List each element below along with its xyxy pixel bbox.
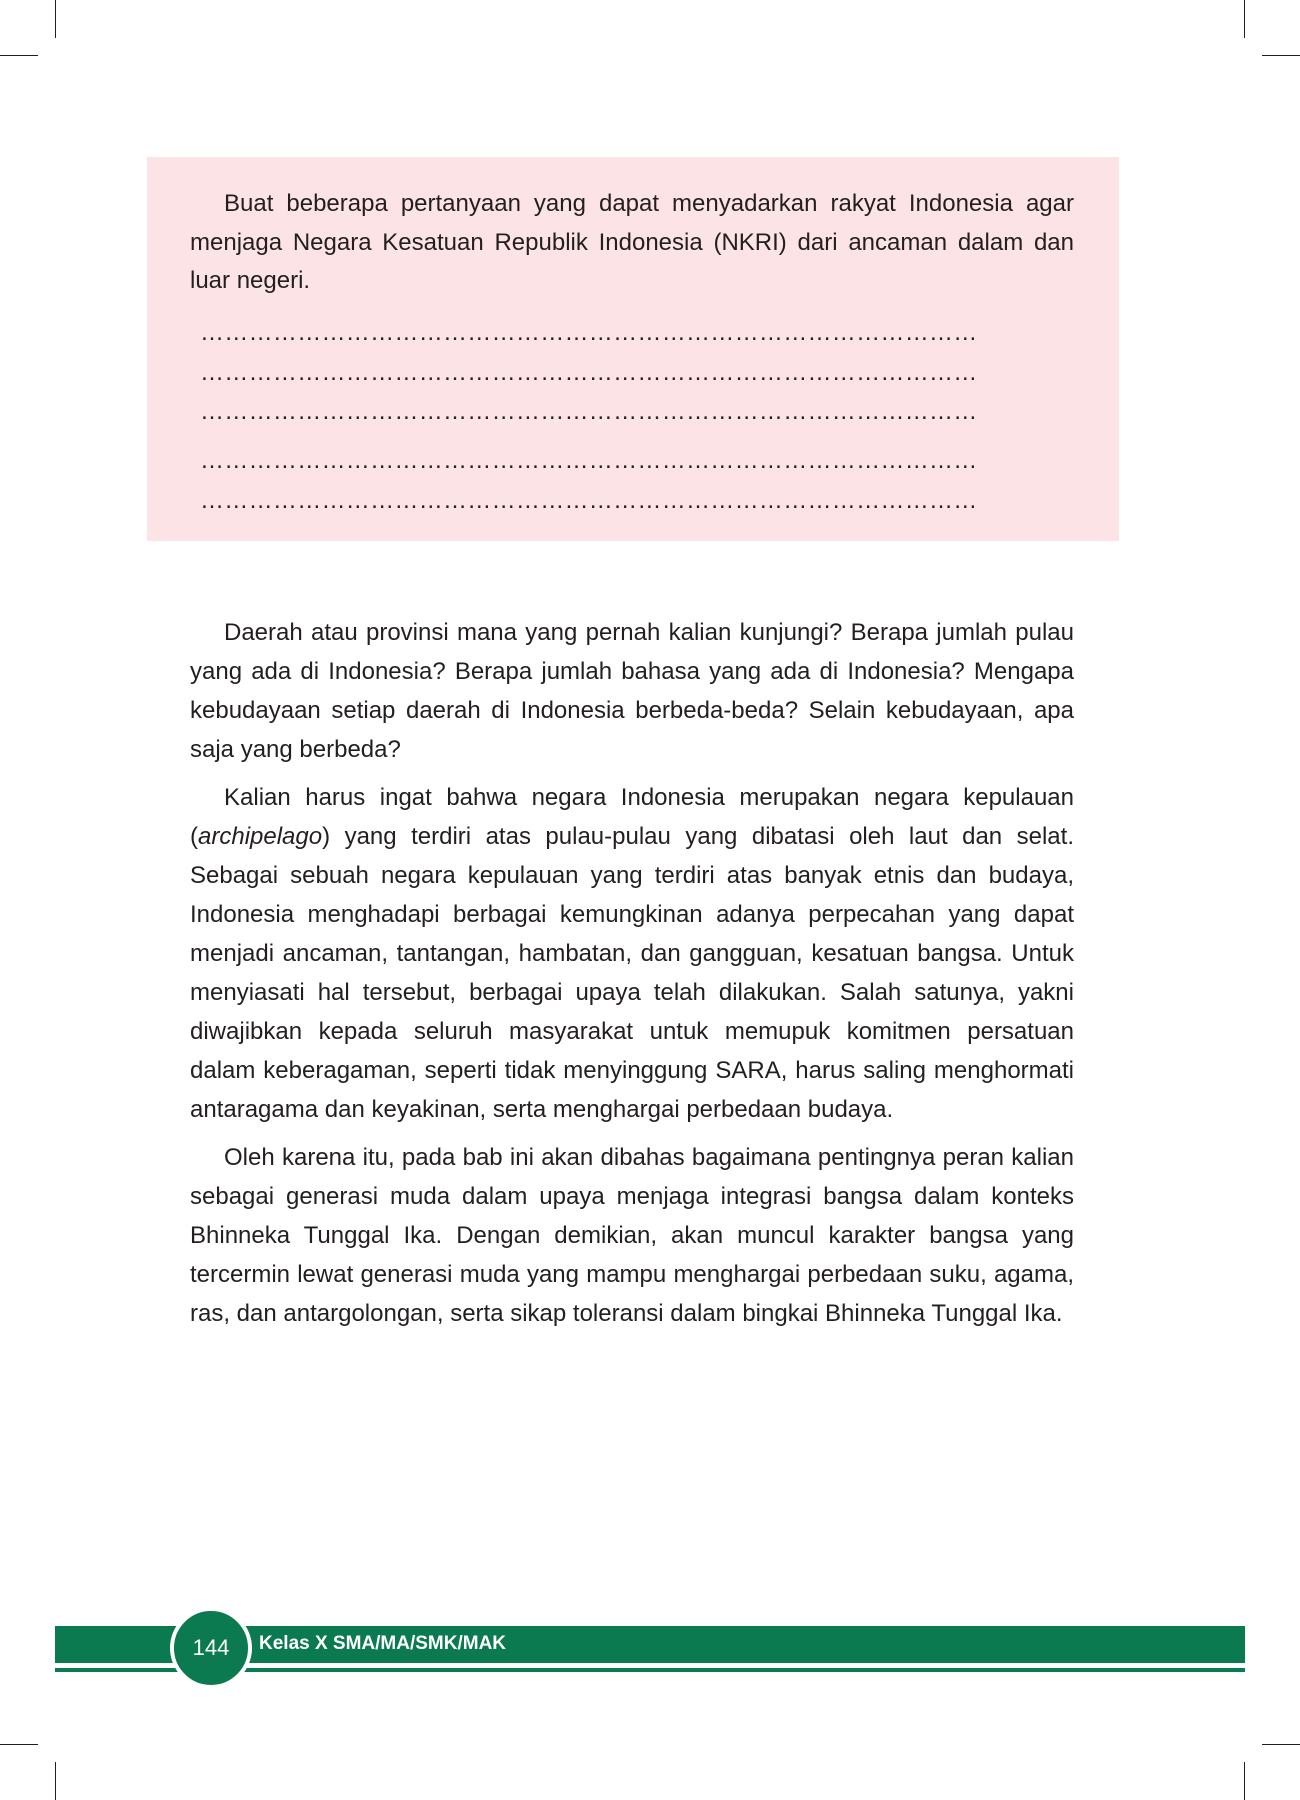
footer-title: Kelas X SMA/MA/SMK/MAK	[259, 1633, 507, 1654]
crop-mark-top-left-h	[0, 55, 38, 56]
crop-mark-bottom-left-h	[0, 1744, 38, 1745]
answer-line-1[interactable]: ……………………………………………………………………………………	[200, 321, 978, 345]
body-text	[190, 613, 1074, 1342]
answer-line-2[interactable]: ……………………………………………………………………………………	[200, 361, 978, 385]
answer-line-4[interactable]: ……………………………………………………………………………………	[200, 449, 978, 473]
answer-line-5[interactable]: ……………………………………………………………………………………	[200, 489, 978, 513]
paragraph-3: Oleh karena itu, pada bab ini akan dibahas bagaimana pentingnya peran kalian sebagai generasi muda dalam upaya menjaga integrasi bangsa dalam konteks Bhinneka Tunggal Ika. Dengan demikian, akan muncul karakter bangsa yang tercermin lewat generasi muda yang mampu menghargai perbedaan suku, agama, ras, dan antargolongan, serta sikap toleransi dalam bingkai Bhinneka Tunggal Ika.	[190, 1144, 1074, 1327]
page-number-badge	[170, 1607, 252, 1689]
task-prompt: Buat beberapa pertanyaan yang dapat menyadarkan rakyat Indonesia agar menjaga Negara Kesatuan Republik Indonesia (NKRI) dari ancaman dalam dan luar negeri.	[190, 190, 1074, 294]
paragraph-2-rest: ) yang terdiri atas pulau-pulau yang dibatasi oleh laut dan selat. Sebagai sebuah negara kepulauan yang terdiri atas banyak etnis dan budaya, Indonesia menghadapi berbagai kemungkinan adanya perpecahan yang dapat menjadi ancaman, tantangan, hambatan, dan gangguan, kesatuan bangsa. Untuk menyiasati hal tersebut, berbagai upaya telah dilakukan. Salah satunya, yakni diwajibkan kepada seluruh masyarakat untuk memupuk komitmen persatuan dalam keberagaman, seperti tidak menyinggung SARA, harus saling menghormati antaragama dan keyakinan, serta menghargai perbedaan budaya.	[190, 823, 1074, 1123]
answer-line-3[interactable]: ……………………………………………………………………………………	[200, 400, 978, 424]
crop-mark-bottom-right-v	[1244, 1762, 1245, 1800]
crop-mark-top-left-v	[55, 0, 56, 38]
crop-mark-bottom-right-h	[1262, 1744, 1300, 1745]
paragraph-2-italic-term: archipelago	[198, 823, 323, 850]
crop-mark-top-right-v	[1244, 0, 1245, 38]
crop-mark-bottom-left-v	[55, 1762, 56, 1800]
paragraph-2	[190, 778, 1074, 1129]
paragraph-1: Daerah atau provinsi mana yang pernah kalian kunjungi? Berapa jumlah pulau yang ada di Indonesia? Berapa jumlah bahasa yang ada di Indonesia? Mengapa kebudayaan setiap daerah di Indonesia berbeda-beda? Selain kebudayaan, apa saja yang berbeda?	[190, 619, 1074, 763]
page-number: 144	[192, 1635, 230, 1660]
paragraph-2-start: Kalian harus ingat bahwa negara Indonesia merupakan negara kepulauan (	[190, 784, 1074, 850]
crop-mark-top-right-h	[1262, 55, 1300, 56]
